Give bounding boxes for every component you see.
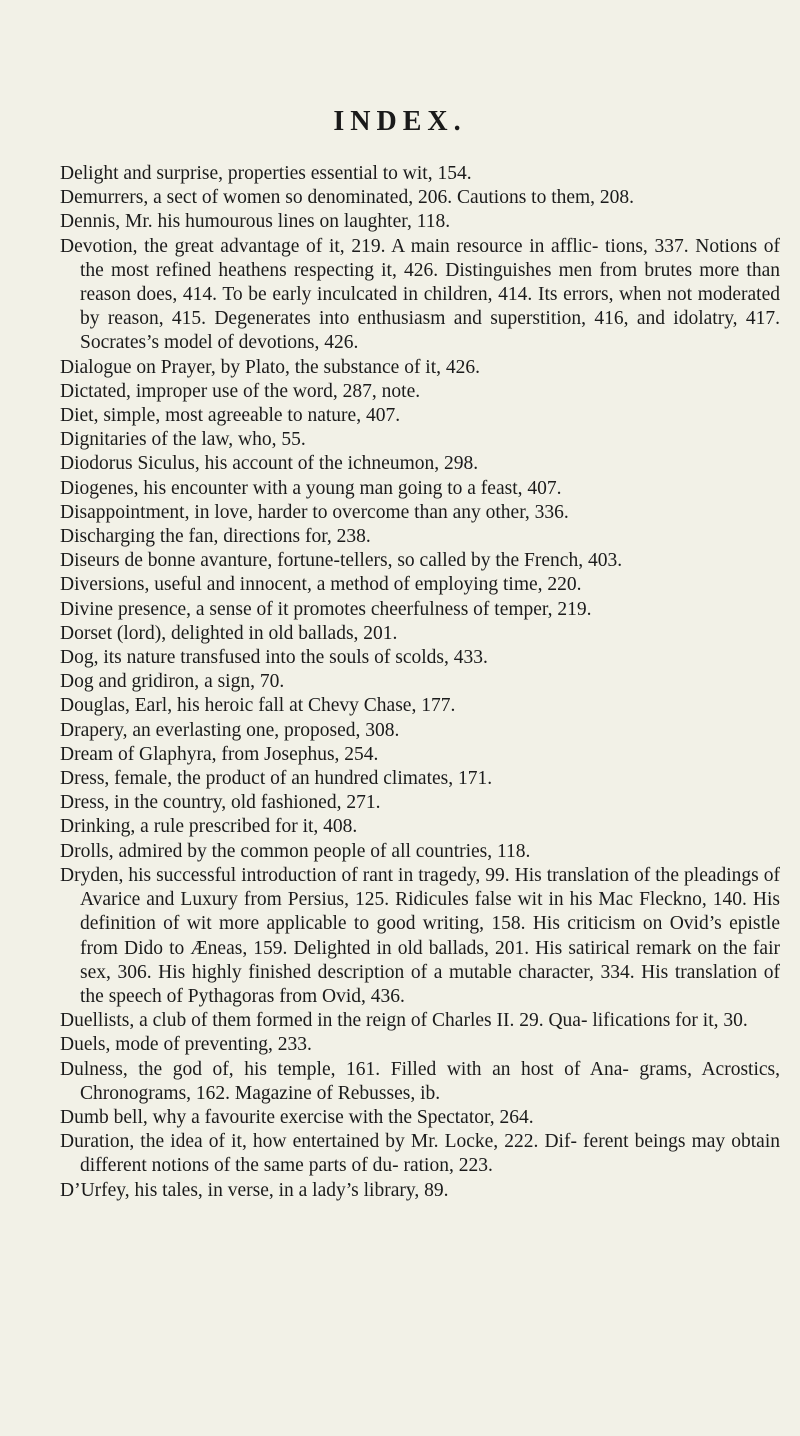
index-entry — [60, 1179, 780, 1203]
index-entries — [60, 162, 780, 1203]
index-entry — [60, 622, 780, 646]
entry-heading: Dress, — [60, 768, 110, 790]
entry-heading: Dress, — [60, 792, 110, 814]
entry-text: Earl, his heroic fall at Chevy Chase, 177. — [134, 695, 456, 717]
entry-text: the fan, directions for, 238. — [159, 526, 371, 548]
entry-heading: Divine presence, — [60, 598, 192, 620]
entry-text: on Prayer, by Plato, the substance of it, 426. — [136, 356, 481, 378]
entry-heading: Dennis, — [60, 211, 121, 233]
index-entry — [60, 525, 780, 549]
entry-heading: Devotion, — [60, 235, 138, 257]
entry-heading: D’Urfey, — [60, 1179, 130, 1201]
index-entry — [60, 1106, 780, 1130]
index-entry — [60, 356, 780, 380]
entry-heading: Diet, — [60, 405, 99, 427]
index-entry — [60, 598, 780, 622]
index-entry — [60, 549, 780, 573]
index-entry — [60, 646, 780, 670]
index-entry — [60, 428, 780, 452]
entry-heading: Drolls, — [60, 840, 114, 862]
index-entry — [60, 719, 780, 743]
entry-heading: Diseurs de bonne avanture, — [60, 550, 273, 572]
entry-text: its nature transfused into the souls of scolds, 433. — [103, 647, 488, 669]
index-entry — [60, 186, 780, 210]
entry-heading: Disappointment, — [60, 501, 190, 523]
entry-heading: Diodorus Siculus, — [60, 453, 200, 475]
index-entry — [60, 162, 780, 186]
entry-heading: Douglas, — [60, 695, 130, 717]
index-entry — [60, 1033, 780, 1057]
index-entry — [60, 210, 780, 234]
index-entry — [60, 501, 780, 525]
entry-heading: Dignitaries — [60, 429, 147, 451]
entry-heading: Duellists, — [60, 1010, 135, 1032]
index-entry — [60, 840, 780, 864]
entry-text: the idea of it, how entertained by Mr. Locke, 222. Dif- ferent beings may obtain different notions of the same parts of du- ration, 223. — [80, 1131, 781, 1177]
entry-text: useful and innocent, a method of employing time, 220. — [154, 574, 582, 596]
entry-text: a sign, 70. — [204, 671, 285, 693]
index-entry — [60, 1058, 780, 1106]
entry-heading: Dumb bell, — [60, 1106, 148, 1128]
entry-text: why a favourite exercise with the Spectator, 264. — [152, 1106, 534, 1128]
entry-heading: Duels, — [60, 1034, 111, 1056]
page-title: INDEX. — [333, 106, 467, 137]
entry-text: Mr. his humourous lines on laughter, 118. — [125, 211, 451, 233]
index-entry — [60, 791, 780, 815]
entry-heading: Drapery, — [60, 719, 128, 741]
entry-text: his account of the ichneumon, 298. — [204, 453, 479, 475]
entry-heading: Dog, — [60, 647, 99, 669]
index-entry — [60, 235, 780, 356]
entry-text: of the law, who, 55. — [151, 429, 306, 451]
entry-heading: Dorset — [60, 622, 112, 644]
index-entry — [60, 1130, 780, 1178]
entry-text: a rule prescribed for it, 408. — [140, 816, 358, 838]
index-entry — [60, 1009, 780, 1033]
entry-heading: Dream — [60, 743, 114, 765]
entry-text: (lord), delighted in old ballads, 201. — [116, 622, 398, 644]
index-entry — [60, 452, 780, 476]
entry-heading: Dialogue — [60, 356, 132, 378]
entry-heading: Duration, — [60, 1131, 135, 1153]
entry-text: a club of them formed in the reign of Charles II. 29. Qua- lifications for it, 30. — [139, 1010, 748, 1032]
entry-text: a sect of women so denominated, 206. Cautions to them, 208. — [153, 187, 635, 209]
index-entry — [60, 815, 780, 839]
index-entry — [60, 573, 780, 597]
entry-text: improper use of the word, 287, note. — [135, 380, 421, 402]
index-entry — [60, 767, 780, 791]
entry-text: the great advantage of it, 219. A main resource in afflic- tions, 337. Notions of the most refined heathens respecting it, 426. Distinguishes men from brutes more than reason does, 414. To be early inculcated in children, 414. Its errors, when not moderated by reason, 415. Degenerates into enthusiasm and superstition, 416, and idolatry, 417. Socrates’s model of devotions, 426. — [80, 235, 780, 354]
entry-heading: Dulness, — [60, 1058, 128, 1080]
index-entry — [60, 477, 780, 501]
entry-heading: Discharging — [60, 526, 155, 548]
entry-text: and surprise, properties essential to wit, 154. — [123, 163, 472, 184]
entry-text: fortune-tellers, so called by the French, 403. — [277, 550, 623, 572]
entry-heading: Drinking, — [60, 816, 136, 838]
entry-heading: Diversions, — [60, 574, 150, 596]
entry-heading: Dryden, — [60, 864, 124, 886]
entry-text: his tales, in verse, in a lady’s library, 89. — [134, 1179, 449, 1201]
entry-heading: Diogenes, — [60, 477, 139, 499]
entry-text: his encounter with a young man going to a feast, 407. — [143, 477, 562, 499]
index-entry — [60, 380, 780, 404]
entry-text: in the country, old fashioned, 271. — [114, 792, 381, 814]
entry-text: his successful introduction of rant in tragedy, 99. His translation of the pleadings of Avarice and Luxury from Persius, 125. Ridicules false wit in his Mac Fleckno, 140. His definition of wit more applicable to good writing, 158. His criticism on Ovid’s epistle from Dido to Æneas, 159. Delighted in old ballads, 201. His satirical remark on the fair sex, 306. His highly finished description of a mutable character, 334. His translation of the speech of Pythagoras from Ovid, 436. — [80, 864, 780, 1007]
entry-text: mode of preventing, 233. — [115, 1034, 312, 1056]
entry-heading: Demurrers, — [60, 187, 149, 209]
entry-heading: Dog and gridiron, — [60, 671, 200, 693]
index-entry — [60, 404, 780, 428]
index-entry — [60, 743, 780, 767]
entry-heading: Dictated, — [60, 380, 131, 402]
index-entry — [60, 694, 780, 718]
entry-text: an everlasting one, proposed, 308. — [132, 719, 400, 741]
index-entry — [60, 864, 780, 1009]
entry-text: admired by the common people of all countries, 118. — [118, 840, 531, 862]
entry-text: a sense of it promotes cheerfulness of temper, 219. — [195, 598, 592, 620]
entry-text: in love, harder to overcome than any other, 336. — [194, 501, 569, 523]
entry-heading: Delight — [60, 163, 119, 184]
entry-text: the god of, his temple, 161. Filled with an host of Ana- grams, Acrostics, Chronograms, 162. Magazine of Rebusses, ib. — [80, 1058, 780, 1104]
entry-text: of Glaphyra, from Josephus, 254. — [117, 743, 379, 765]
entry-text: female, the product of an hundred climates, 171. — [114, 768, 493, 790]
entry-text: simple, most agreeable to nature, 407. — [103, 405, 401, 427]
index-entry — [60, 670, 780, 694]
